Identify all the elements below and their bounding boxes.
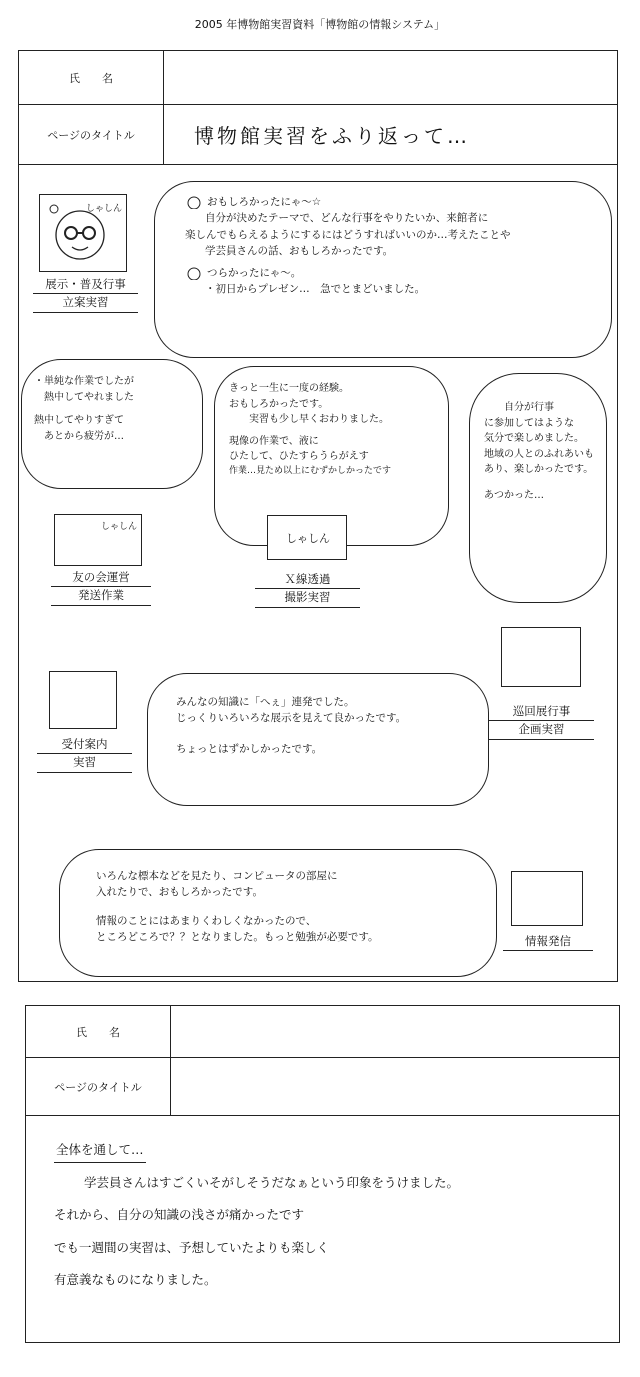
tomonokai-caption bbox=[51, 569, 151, 606]
info-photo bbox=[511, 871, 583, 926]
caption-line: 発送作業 bbox=[51, 587, 151, 605]
bubble-line: 作業…見ため以上にむずかしかったです bbox=[229, 465, 392, 476]
name-row bbox=[26, 1006, 619, 1058]
bubble-line: ひたして、ひたすらうらがえす bbox=[229, 451, 369, 462]
title-value bbox=[176, 1058, 606, 1115]
good-heading: おもしろかったにゃ～☆ bbox=[207, 196, 322, 208]
summary-line: 有意義なものになりました。 bbox=[54, 1272, 217, 1287]
summary-line: それから、自分の知識の浅さが痛かったです bbox=[54, 1207, 305, 1222]
junkai-photo bbox=[501, 627, 581, 687]
worksheet-2 bbox=[25, 1005, 620, 1343]
caption-line: 実習 bbox=[37, 754, 132, 772]
caption-line: Ｘ線透過 bbox=[255, 571, 360, 589]
xray-caption bbox=[255, 571, 360, 608]
document-header: 2005 年博物館実習資料「博物館の情報システム」 bbox=[194, 18, 446, 31]
name-value bbox=[169, 51, 609, 104]
summary bbox=[54, 1134, 604, 1297]
good-line: 学芸員さんの話、おもしろかったです。 bbox=[205, 244, 394, 257]
bubble-line: おもしろかったです。 bbox=[229, 398, 329, 410]
bubble-line: ところどころで？？となりました。もっと勉強が必要です。 bbox=[96, 930, 379, 943]
bubble-line: ・単純な作業でしたが bbox=[34, 376, 134, 387]
reception-photo bbox=[49, 671, 117, 729]
bad-heading: つらかったにゃ～。 bbox=[207, 267, 302, 280]
caption-line: 展示・普及行事 bbox=[33, 276, 138, 294]
caption-line: 撮影実習 bbox=[255, 589, 360, 607]
bad-line: ・初日からプレゼン… 急でとまどいました。 bbox=[205, 283, 426, 296]
info-bubble bbox=[59, 849, 497, 977]
bubble-line: ちょっとはずかしかったです。 bbox=[176, 742, 323, 755]
bubble-line: いろんな標本などを見たり、コンピュータの部屋に bbox=[96, 870, 338, 882]
title-label: ページのタイトル bbox=[19, 105, 164, 164]
exhibit-caption bbox=[33, 276, 138, 313]
exhibit-bubble bbox=[154, 181, 612, 358]
bubble-line: 現像の作業で、液に bbox=[229, 435, 319, 447]
caption-line: 受付案内 bbox=[37, 736, 132, 754]
bubble-line: 情報のことにはあまりくわしくなかったので、 bbox=[96, 914, 317, 927]
good-line: 自分が決めたテーマで、どんな行事をやりたいか、来館者に bbox=[205, 212, 489, 225]
junkai-bubble bbox=[469, 373, 607, 603]
xray-photo bbox=[267, 515, 347, 560]
good-line: 楽しんでもらえるようにするにはどうすればいいのか…考えたことや bbox=[185, 228, 511, 241]
summary-heading: 全体を通して… bbox=[54, 1139, 146, 1163]
tomonokai-photo bbox=[54, 514, 142, 566]
exhibit-photo bbox=[39, 194, 127, 272]
cat-icon bbox=[185, 195, 203, 209]
photo-label: しゃしん bbox=[100, 522, 137, 532]
cat-icon bbox=[185, 266, 203, 280]
caption-line: 巡回展行事 bbox=[489, 703, 594, 721]
photo-label: しゃしん bbox=[85, 204, 122, 214]
caption-line: 情報発信 bbox=[503, 933, 593, 951]
bubble-line: 自分が行事 bbox=[504, 402, 554, 413]
bubble-line: あとから疲労が… bbox=[44, 430, 124, 442]
name-label: 氏 名 bbox=[19, 51, 164, 104]
summary-line: でも一週間の実習は、予想していたよりも楽しく bbox=[54, 1239, 330, 1255]
name-label: 氏 名 bbox=[26, 1006, 171, 1057]
bubble-line: に参加してはような bbox=[484, 417, 574, 429]
photo-label: しゃしん bbox=[286, 532, 330, 545]
bubble-line: 熱中してやりすぎて bbox=[34, 415, 124, 426]
bubble-line: 熱中してやれました bbox=[44, 391, 134, 403]
summary-line: 学芸員さんはすごくいそがしそうだなぁという印象をうけました。 bbox=[84, 1174, 460, 1190]
caption-line: 友の会運営 bbox=[51, 569, 151, 587]
reception-caption bbox=[37, 736, 132, 773]
title-row bbox=[26, 1058, 619, 1116]
title-value: 博物館実習をふり返って… bbox=[194, 124, 470, 148]
info-caption bbox=[503, 933, 593, 951]
title-row bbox=[19, 105, 617, 165]
name-row bbox=[19, 51, 617, 105]
bubble-line: じっくりいろいろな展示を見えて良かったです。 bbox=[176, 712, 407, 725]
caption-line: 企画実習 bbox=[489, 721, 594, 739]
title-label: ページのタイトル bbox=[26, 1058, 171, 1115]
bubble-line: みんなの知識に「へぇ」連発でした。 bbox=[176, 696, 355, 708]
worksheet-1 bbox=[18, 50, 618, 982]
bubble-line: 気分で楽しめました。 bbox=[484, 433, 584, 444]
reception-bubble bbox=[147, 673, 489, 806]
bubble-line: 入れたりで、おもしろかったです。 bbox=[96, 886, 263, 899]
caption-line: 立案実習 bbox=[33, 294, 138, 312]
junkai-caption bbox=[489, 703, 594, 740]
bubble-line: あつかった… bbox=[484, 489, 544, 501]
bubble-line: 実習も少し早くおわりました。 bbox=[249, 414, 389, 425]
tomonokai-bubble bbox=[21, 359, 203, 489]
name-value bbox=[176, 1006, 606, 1057]
bubble-line: 地域の人とのふれあいもあり、楽しかったです。 bbox=[484, 448, 594, 475]
bubble-line: きっと一生に一度の経験。 bbox=[229, 383, 349, 394]
